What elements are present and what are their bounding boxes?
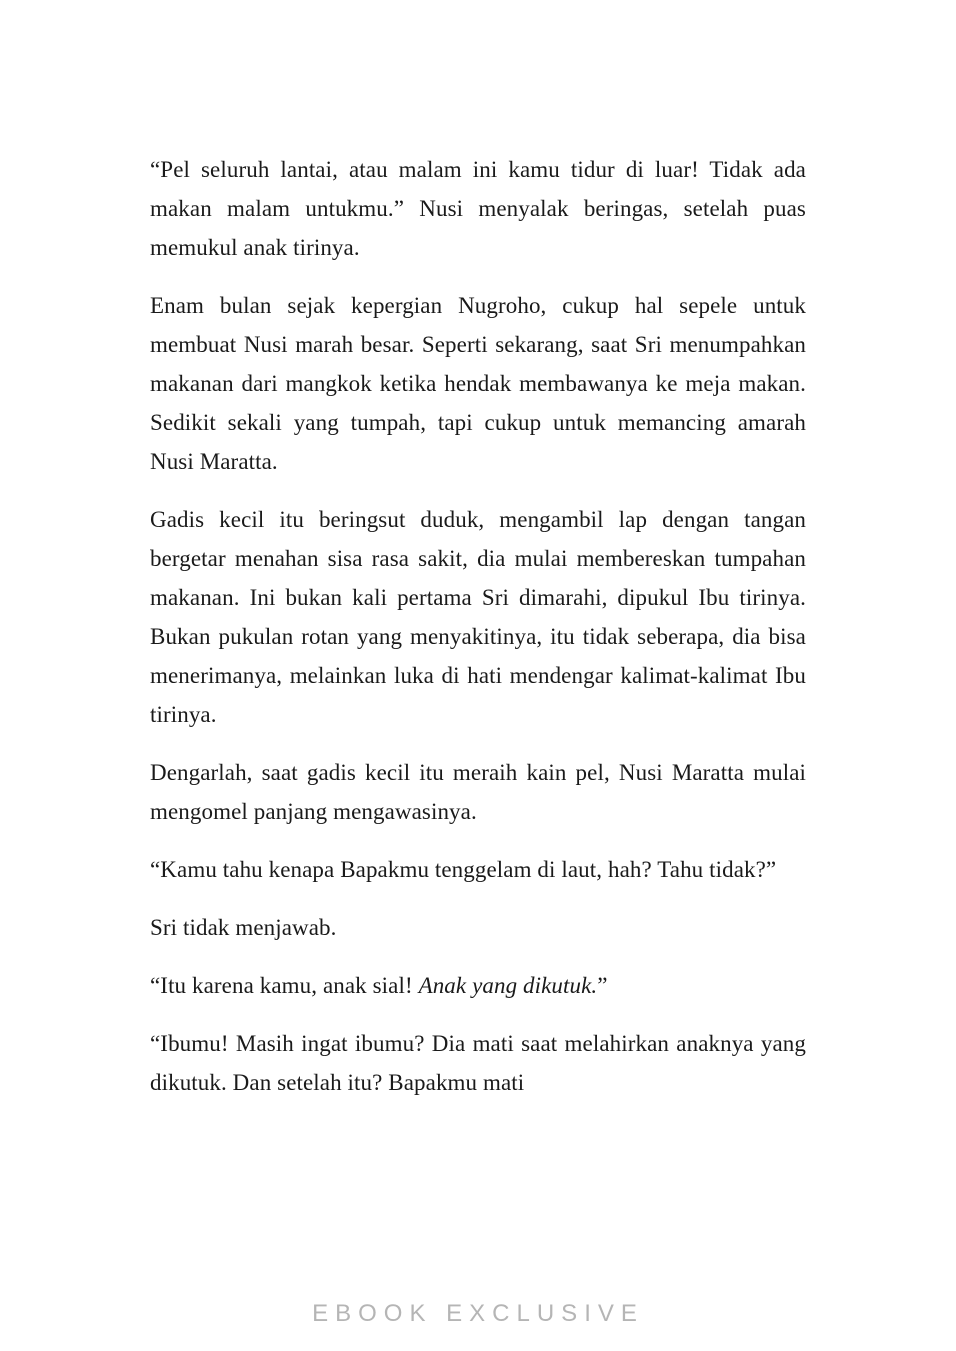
paragraph-3: Gadis kecil itu beringsut duduk, mengambil lap dengan tangan bergetar menahan sisa rasa sakit, dia mulai membereskan tumpahan makanan. Ini bukan kali pertama Sri dimarahi, dipukul Ibu tirinya. Bukan pukulan rotan yang menyakitinya, itu tidak seberapa, dia bisa menerimanya, melainkan luka di hati mendengar kalimat-kalimat Ibu tirinya. [150, 507, 806, 727]
paragraph-2: Enam bulan sejak kepergian Nugroho, cukup hal sepele untuk membuat Nusi marah besar. Seperti sekarang, saat Sri menumpahkan makanan dari mangkok ketika hendak membawanya ke meja makan. Sedikit sekali yang tumpah, tapi cukup untuk memancing amarah Nusi Maratta. [150, 293, 806, 474]
quote-prefix: “Itu karena kamu, anak sial! [150, 973, 419, 998]
paragraph-5: “Kamu tahu kenapa Bapakmu tenggelam di laut, hah? Tahu tidak?” [150, 857, 777, 882]
paragraph-6: Sri tidak menjawab. [150, 915, 337, 940]
footer-label: EBOOK EXCLUSIVE [312, 1300, 644, 1327]
paragraph-quote [150, 966, 806, 1005]
paragraph-1: “Pel seluruh lantai, atau malam ini kamu tidur di luar! Tidak ada makan malam untukmu.” Nusi menyalak beringas, setelah puas memukul anak tirinya. [150, 157, 806, 260]
page-body [150, 150, 806, 1121]
quote-suffix: ” [597, 973, 608, 998]
paragraph-8: “Ibumu! Masih ingat ibumu? Dia mati saat melahirkan anaknya yang dikutuk. Dan setelah itu? Bapakmu mati [150, 1031, 806, 1095]
paragraph-4: Dengarlah, saat gadis kecil itu meraih kain pel, Nusi Maratta mulai mengomel panjang mengawasinya. [150, 760, 806, 824]
quote-italic: Anak yang dikutuk. [418, 973, 598, 998]
